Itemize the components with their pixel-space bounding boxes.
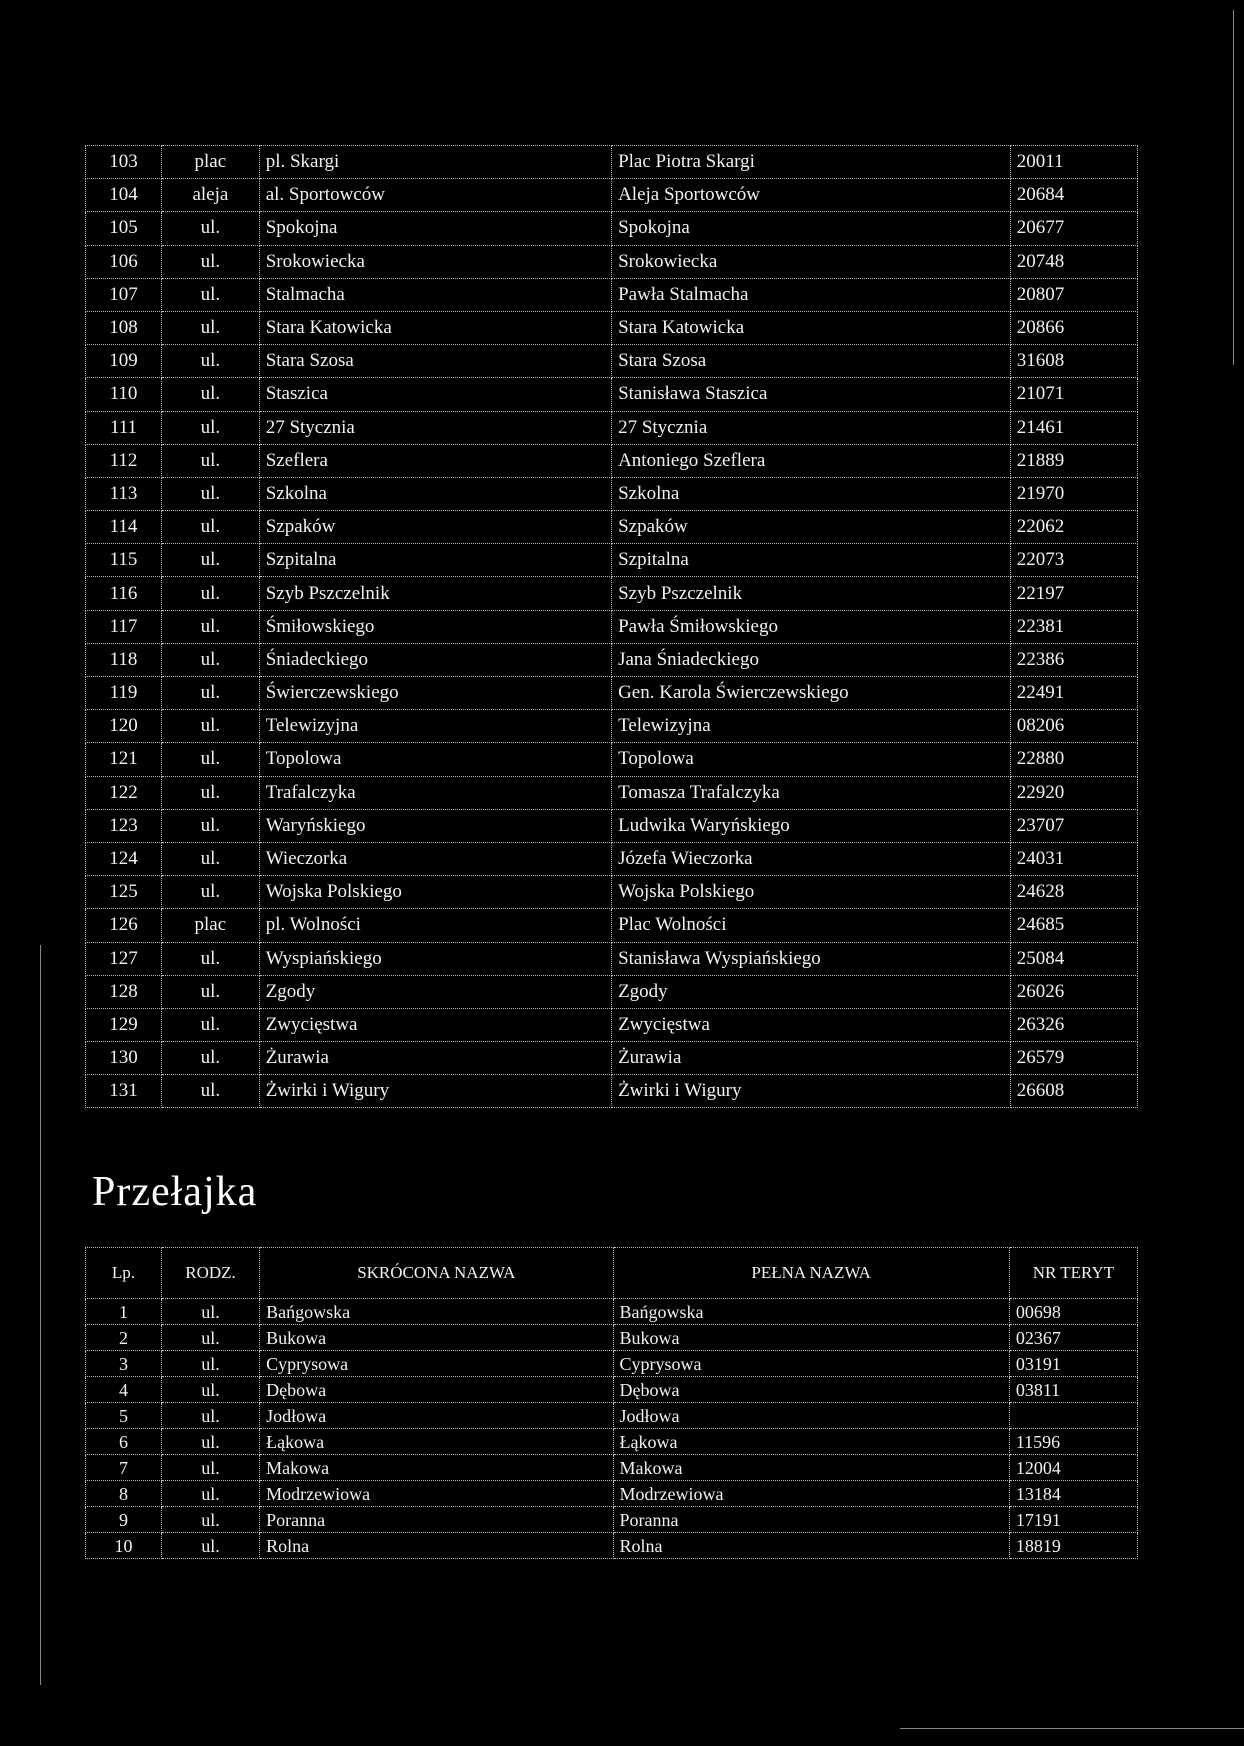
cell-teryt: 08206 [1010,710,1137,743]
cell-lp: 117 [86,610,162,643]
header-row [86,1248,1138,1299]
cell-short-name: Żurawia [259,1042,611,1075]
cell-rodz: ul. [162,610,260,643]
table-row [86,1507,1138,1533]
cell-teryt: 00698 [1009,1299,1137,1325]
cell-rodz: ul. [161,1325,259,1351]
cell-short-name: Bańgowska [260,1299,613,1325]
cell-teryt: 23707 [1010,809,1137,842]
cell-lp: 4 [86,1377,162,1403]
cell-short-name: Modrzewiowa [260,1481,613,1507]
cell-full-name: Poranna [613,1507,1009,1533]
cell-rodz: ul. [162,876,260,909]
cell-short-name: Rolna [260,1533,613,1559]
cell-short-name: Wieczorka [259,842,611,875]
table-row [86,511,1138,544]
cell-full-name: Szyb Pszczelnik [612,577,1011,610]
table-row [86,444,1138,477]
table-row [86,809,1138,842]
cell-teryt: 20807 [1010,278,1137,311]
cell-rodz: ul. [162,942,260,975]
scan-edge-bottom [900,1728,1244,1729]
cell-full-name: Ludwika Waryńskiego [612,809,1011,842]
cell-teryt: 22880 [1010,743,1137,776]
cell-full-name: Tomasza Trafalczyka [612,776,1011,809]
table-row [86,610,1138,643]
table-row [86,245,1138,278]
cell-lp: 112 [86,444,162,477]
table-row [86,776,1138,809]
cell-rodz: ul. [161,1403,259,1429]
cell-full-name: Cyprysowa [613,1351,1009,1377]
cell-lp: 119 [86,677,162,710]
cell-teryt: 24685 [1010,909,1137,942]
table-row [86,909,1138,942]
cell-short-name: Cyprysowa [260,1351,613,1377]
cell-lp: 129 [86,1008,162,1041]
table-row [86,1351,1138,1377]
cell-full-name: Wojska Polskiego [612,876,1011,909]
cell-full-name: Modrzewiowa [613,1481,1009,1507]
cell-full-name: Topolowa [612,743,1011,776]
cell-lp: 130 [86,1042,162,1075]
cell-teryt: 31608 [1010,345,1137,378]
cell-rodz: ul. [161,1429,259,1455]
cell-lp: 106 [86,245,162,278]
streets-table-body [86,146,1138,1108]
cell-full-name: Szpitalna [612,544,1011,577]
cell-lp: 107 [86,278,162,311]
cell-short-name: Łąkowa [260,1429,613,1455]
cell-teryt: 22197 [1010,577,1137,610]
przelajka-table-header [86,1248,1138,1299]
cell-full-name: Zwycięstwa [612,1008,1011,1041]
cell-rodz: ul. [161,1377,259,1403]
cell-rodz: ul. [161,1481,259,1507]
cell-short-name: Stalmacha [259,278,611,311]
section-title-przelajka: Przełajka [92,1169,258,1215]
table-row [86,842,1138,875]
streets-table-przelajka [85,1247,1138,1559]
cell-rodz: ul. [162,511,260,544]
cell-full-name: Rolna [613,1533,1009,1559]
cell-teryt: 03191 [1009,1351,1137,1377]
table-row [86,1075,1138,1108]
table-row [86,1325,1138,1351]
cell-short-name: Srokowiecka [259,245,611,278]
cell-rodz: ul. [162,1075,260,1108]
cell-rodz: ul. [161,1351,259,1377]
streets-table-continued [85,145,1138,1108]
cell-rodz: ul. [162,809,260,842]
cell-teryt: 21889 [1010,444,1137,477]
cell-teryt: 13184 [1009,1481,1137,1507]
table-row [86,710,1138,743]
cell-full-name: Pawła Stalmacha [612,278,1011,311]
cell-full-name: Aleja Sportowców [612,179,1011,212]
cell-teryt: 20677 [1010,212,1137,245]
cell-rodz: ul. [162,1042,260,1075]
table-row [86,1429,1138,1455]
cell-full-name: Spokojna [612,212,1011,245]
table-row [86,278,1138,311]
table-row [86,311,1138,344]
header-full-name: PEŁNA NAZWA [613,1248,1009,1299]
cell-lp: 103 [86,146,162,179]
cell-lp: 111 [86,411,162,444]
table-row [86,411,1138,444]
cell-lp: 3 [86,1351,162,1377]
cell-full-name: Pawła Śmiłowskiego [612,610,1011,643]
cell-lp: 5 [86,1403,162,1429]
cell-short-name: 27 Stycznia [259,411,611,444]
cell-rodz: ul. [162,544,260,577]
cell-teryt: 22062 [1010,511,1137,544]
cell-lp: 126 [86,909,162,942]
cell-rodz: ul. [161,1455,259,1481]
cell-rodz: ul. [162,311,260,344]
cell-teryt: 12004 [1009,1455,1137,1481]
cell-rodz: ul. [162,278,260,311]
cell-short-name: Waryńskiego [259,809,611,842]
cell-short-name: Szpaków [259,511,611,544]
cell-short-name: Śniadeckiego [259,643,611,676]
cell-full-name: Stara Szosa [612,345,1011,378]
cell-full-name: Szpaków [612,511,1011,544]
table-row [86,146,1138,179]
table-row [86,1533,1138,1559]
cell-short-name: Poranna [260,1507,613,1533]
table-row [86,544,1138,577]
table-row [86,876,1138,909]
cell-rodz: ul. [162,577,260,610]
cell-short-name: Staszica [259,378,611,411]
cell-lp: 105 [86,212,162,245]
cell-short-name: Jodłowa [260,1403,613,1429]
cell-rodz: ul. [162,411,260,444]
cell-full-name: Żwirki i Wigury [612,1075,1011,1108]
scan-edge-left [40,945,41,1685]
cell-lp: 10 [86,1533,162,1559]
cell-rodz: ul. [162,776,260,809]
cell-lp: 109 [86,345,162,378]
table-row [86,477,1138,510]
cell-lp: 124 [86,842,162,875]
cell-short-name: Wojska Polskiego [259,876,611,909]
cell-full-name: Jodłowa [613,1403,1009,1429]
cell-short-name: Topolowa [259,743,611,776]
cell-full-name: Żurawia [612,1042,1011,1075]
table-row [86,1377,1138,1403]
cell-full-name: Józefa Wieczorka [612,842,1011,875]
cell-teryt: 20748 [1010,245,1137,278]
cell-lp: 110 [86,378,162,411]
cell-teryt: 11596 [1009,1429,1137,1455]
cell-rodz: ul. [162,677,260,710]
cell-teryt: 22073 [1010,544,1137,577]
cell-full-name: Antoniego Szeflera [612,444,1011,477]
cell-rodz: ul. [162,212,260,245]
table-row [86,1403,1138,1429]
cell-teryt: 18819 [1009,1533,1137,1559]
cell-teryt: 17191 [1009,1507,1137,1533]
cell-short-name: Śmiłowskiego [259,610,611,643]
table-row [86,743,1138,776]
cell-full-name: Makowa [613,1455,1009,1481]
cell-lp: 108 [86,311,162,344]
cell-lp: 116 [86,577,162,610]
cell-teryt: 22491 [1010,677,1137,710]
cell-lp: 2 [86,1325,162,1351]
cell-rodz: ul. [162,842,260,875]
cell-full-name: Łąkowa [613,1429,1009,1455]
cell-teryt: 25084 [1010,942,1137,975]
cell-teryt: 02367 [1009,1325,1137,1351]
cell-full-name: Dębowa [613,1377,1009,1403]
cell-teryt: 22386 [1010,643,1137,676]
table-row [86,942,1138,975]
cell-lp: 8 [86,1481,162,1507]
cell-teryt [1009,1403,1137,1429]
cell-teryt: 03811 [1009,1377,1137,1403]
cell-rodz: ul. [161,1533,259,1559]
przelajka-table-body [86,1299,1138,1559]
cell-teryt: 21970 [1010,477,1137,510]
table-row [86,1008,1138,1041]
header-lp: Lp. [86,1248,162,1299]
cell-short-name: Świerczewskiego [259,677,611,710]
cell-lp: 104 [86,179,162,212]
cell-rodz: ul. [162,975,260,1008]
cell-lp: 121 [86,743,162,776]
cell-lp: 7 [86,1455,162,1481]
cell-rodz: aleja [162,179,260,212]
cell-teryt: 22381 [1010,610,1137,643]
cell-lp: 6 [86,1429,162,1455]
cell-full-name: Szkolna [612,477,1011,510]
table-row [86,1042,1138,1075]
cell-lp: 131 [86,1075,162,1108]
cell-rodz: ul. [162,345,260,378]
cell-teryt: 22920 [1010,776,1137,809]
cell-lp: 1 [86,1299,162,1325]
cell-full-name: Gen. Karola Świerczewskiego [612,677,1011,710]
cell-rodz: ul. [161,1299,259,1325]
cell-lp: 113 [86,477,162,510]
cell-lp: 114 [86,511,162,544]
cell-lp: 115 [86,544,162,577]
scan-edge-right [1233,10,1234,365]
cell-lp: 127 [86,942,162,975]
cell-short-name: pl. Wolności [259,909,611,942]
table-row [86,677,1138,710]
cell-lp: 123 [86,809,162,842]
cell-teryt: 26026 [1010,975,1137,1008]
cell-lp: 120 [86,710,162,743]
table-row [86,1481,1138,1507]
table-row [86,577,1138,610]
cell-teryt: 20866 [1010,311,1137,344]
cell-short-name: Trafalczyka [259,776,611,809]
table-row [86,975,1138,1008]
header-teryt: NR TERYT [1009,1248,1137,1299]
cell-full-name: Stanisława Staszica [612,378,1011,411]
cell-short-name: Spokojna [259,212,611,245]
table-row [86,179,1138,212]
cell-full-name: 27 Stycznia [612,411,1011,444]
cell-short-name: Szyb Pszczelnik [259,577,611,610]
cell-rodz: ul. [162,743,260,776]
cell-full-name: Bańgowska [613,1299,1009,1325]
cell-teryt: 21071 [1010,378,1137,411]
cell-rodz: ul. [161,1507,259,1533]
cell-short-name: Telewizyjna [259,710,611,743]
cell-short-name: Szeflera [259,444,611,477]
cell-full-name: Plac Wolności [612,909,1011,942]
cell-short-name: Zwycięstwa [259,1008,611,1041]
cell-rodz: ul. [162,444,260,477]
cell-short-name: Szkolna [259,477,611,510]
cell-teryt: 24628 [1010,876,1137,909]
cell-rodz: ul. [162,245,260,278]
table-row [86,212,1138,245]
cell-short-name: Dębowa [260,1377,613,1403]
cell-full-name: Bukowa [613,1325,1009,1351]
cell-short-name: Bukowa [260,1325,613,1351]
cell-short-name: al. Sportowców [259,179,611,212]
cell-rodz: ul. [162,1008,260,1041]
cell-short-name: Wyspiańskiego [259,942,611,975]
cell-rodz: ul. [162,477,260,510]
cell-short-name: Makowa [260,1455,613,1481]
cell-full-name: Telewizyjna [612,710,1011,743]
cell-teryt: 24031 [1010,842,1137,875]
cell-rodz: plac [162,909,260,942]
cell-full-name: Srokowiecka [612,245,1011,278]
cell-full-name: Stanisława Wyspiańskiego [612,942,1011,975]
cell-short-name: pl. Skargi [259,146,611,179]
table-row [86,378,1138,411]
cell-short-name: Zgody [259,975,611,1008]
cell-rodz: ul. [162,710,260,743]
header-short-name: SKRÓCONA NAZWA [260,1248,613,1299]
cell-rodz: ul. [162,643,260,676]
cell-full-name: Stara Katowicka [612,311,1011,344]
cell-teryt: 26326 [1010,1008,1137,1041]
cell-short-name: Szpitalna [259,544,611,577]
table-row [86,1299,1138,1325]
table-row [86,345,1138,378]
header-rodz: RODZ. [161,1248,259,1299]
cell-short-name: Żwirki i Wigury [259,1075,611,1108]
cell-teryt: 20011 [1010,146,1137,179]
cell-teryt: 26579 [1010,1042,1137,1075]
table-row [86,643,1138,676]
cell-teryt: 26608 [1010,1075,1137,1108]
cell-rodz: plac [162,146,260,179]
cell-lp: 9 [86,1507,162,1533]
cell-teryt: 21461 [1010,411,1137,444]
cell-full-name: Zgody [612,975,1011,1008]
cell-teryt: 20684 [1010,179,1137,212]
cell-full-name: Plac Piotra Skargi [612,146,1011,179]
cell-lp: 118 [86,643,162,676]
cell-lp: 122 [86,776,162,809]
table-row [86,1455,1138,1481]
cell-short-name: Stara Szosa [259,345,611,378]
cell-lp: 128 [86,975,162,1008]
cell-short-name: Stara Katowicka [259,311,611,344]
cell-full-name: Jana Śniadeckiego [612,643,1011,676]
cell-lp: 125 [86,876,162,909]
cell-rodz: ul. [162,378,260,411]
